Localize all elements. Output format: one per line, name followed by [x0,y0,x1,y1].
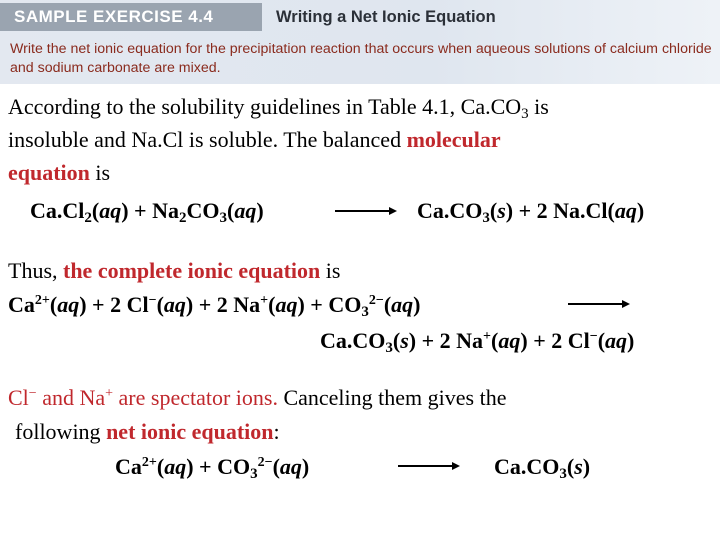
para3-line1: Cl− and Na+ are spectator ions. Canceling them gives the [8,385,507,410]
reaction-arrow-icon [335,203,397,219]
molecular-equation-products: $Ca.CO_3(s) + 2$ Na.Cl(aq) [417,198,645,226]
molecular-term: molecular [406,127,501,152]
para1-line1: According to the solubility guidelines in Table 4.1, $Ca.CO_3$ is [8,94,549,122]
net-ionic-products: $Ca.CO_3(s)$ [494,454,591,482]
para2-line: Thus, the complete ionic equation is [8,258,341,283]
net-ionic-reactants: $Ca^{2+}(aq) + CO_3^{2-}(aq)$ [115,454,310,482]
para1-line2: insoluble and Na.Cl is soluble. The balanced molecular [8,127,501,152]
para3-line2: following net ionic equation: [15,419,280,444]
exercise-header [0,0,720,84]
complete-ionic-term: the complete ionic equation [63,258,321,283]
reaction-arrow-icon [568,296,630,312]
exercise-prompt: Write the net ionic equation for the precipitation reaction that occurs when aqueous solutions of calcium chloride and sodium carbonate are mixed. [10,41,712,76]
reaction-arrow-icon [398,458,460,474]
equation-term: equation [8,160,90,185]
exercise-title: Writing a Net Ionic Equation [276,8,496,26]
net-ionic-term: net ionic equation [106,419,274,444]
complete-ionic-products: $Ca.CO_3(s) + 2$ Na+(aq) + 2 Cl−(aq) [320,328,635,356]
molecular-equation-reactants: $Ca.Cl_2(aq) + Na_2CO_3(aq)$ [30,198,264,226]
complete-ionic-reactants: $Ca^{2+}(aq) + 2$ Cl−(aq) + 2 $Na^+(aq) + CO_3^{2-}(aq)$ [8,292,421,320]
para1-line3: equation is [8,160,111,185]
spectator-ions-text: are spectator ions. [113,385,278,410]
exercise-label: SAMPLE EXERCISE 4.4 [0,3,262,31]
